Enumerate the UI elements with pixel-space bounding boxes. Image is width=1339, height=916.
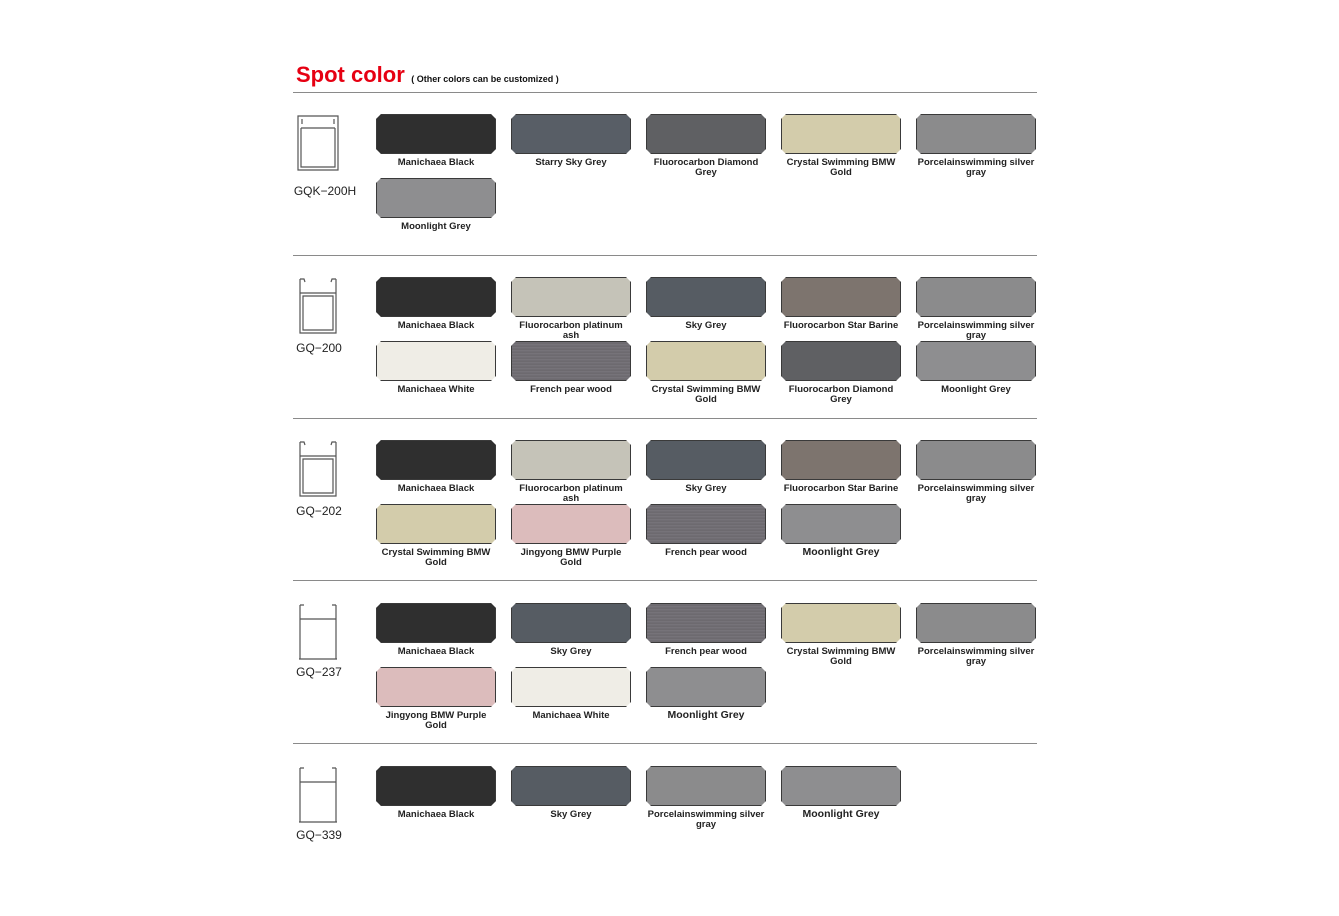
color-chip — [511, 114, 631, 154]
color-chip — [376, 114, 496, 154]
title-main: Spot color — [296, 62, 405, 87]
color-label: Porcelainswimming silver gray — [917, 157, 1035, 178]
color-chip — [781, 341, 901, 381]
color-chip — [781, 766, 901, 806]
color-chip — [376, 341, 496, 381]
color-chip — [511, 277, 631, 317]
color-chip — [376, 440, 496, 480]
color-label: Porcelainswimming silver gray — [917, 646, 1035, 667]
color-chip — [376, 766, 496, 806]
color-swatch — [511, 667, 631, 721]
color-label: Crystal Swimming BMW Gold — [786, 157, 896, 178]
profile-drawing-icon — [296, 114, 340, 172]
model-number: GQ−200 — [296, 341, 342, 355]
profile-drawing-icon — [296, 766, 340, 824]
color-label: Moonlight Grey — [941, 384, 1011, 395]
color-chip — [646, 603, 766, 643]
color-label: Moonlight Grey — [667, 709, 745, 721]
color-chip — [376, 277, 496, 317]
color-label: Sky Grey — [685, 483, 727, 494]
color-chip — [646, 114, 766, 154]
color-swatch — [916, 603, 1036, 666]
color-swatch — [511, 114, 631, 168]
color-swatch — [781, 766, 901, 820]
profile-drawing-icon — [296, 603, 340, 661]
color-chip — [646, 341, 766, 381]
model-number: GQ−339 — [296, 828, 342, 842]
color-chip — [646, 440, 766, 480]
color-chip — [781, 440, 901, 480]
color-chip — [511, 667, 631, 707]
color-label: Porcelainswimming silver gray — [917, 320, 1035, 341]
profile-drawing-icon — [296, 277, 340, 335]
color-swatch — [916, 114, 1036, 177]
color-swatch — [781, 440, 901, 494]
color-swatch — [646, 603, 766, 657]
color-chip — [781, 114, 901, 154]
color-label: Manichaea White — [397, 384, 475, 395]
product-section — [280, 603, 1040, 753]
color-swatch — [376, 766, 496, 820]
color-label: French pear wood — [530, 384, 612, 395]
color-label: Fluorocarbon Diamond Grey — [788, 384, 894, 405]
title-subtitle: ( Other colors can be customized ) — [411, 74, 559, 84]
color-chip — [646, 667, 766, 707]
color-swatch — [781, 504, 901, 558]
color-swatch — [376, 114, 496, 168]
color-swatch — [916, 440, 1036, 503]
color-swatch — [511, 277, 631, 340]
color-chip — [781, 504, 901, 544]
color-chip — [646, 277, 766, 317]
color-chip — [376, 667, 496, 707]
color-swatch — [916, 277, 1036, 340]
color-label: Moonlight Grey — [802, 546, 880, 558]
color-swatch — [781, 277, 901, 331]
color-label: Crystal Swimming BMW Gold — [381, 547, 491, 568]
color-label: Manichaea Black — [397, 157, 475, 168]
color-swatch — [511, 504, 631, 567]
color-label: Sky Grey — [550, 646, 592, 657]
color-chip — [376, 504, 496, 544]
color-label: Moonlight Grey — [401, 221, 471, 232]
color-swatch — [376, 440, 496, 494]
color-label: Porcelainswimming silver gray — [647, 809, 765, 830]
color-label: Manichaea Black — [397, 809, 475, 820]
color-swatch — [781, 603, 901, 666]
color-label: Starry Sky Grey — [535, 157, 607, 168]
color-chip — [511, 341, 631, 381]
color-label: Jingyong BMW Purple Gold — [385, 710, 487, 731]
color-label: Fluorocarbon platinum ash — [519, 320, 623, 341]
color-label: Fluorocarbon Diamond Grey — [653, 157, 759, 178]
color-label: Crystal Swimming BMW Gold — [786, 646, 896, 667]
color-chip — [511, 603, 631, 643]
model-number: GQK−200H — [293, 184, 357, 198]
color-swatch — [376, 277, 496, 331]
color-swatch — [511, 603, 631, 657]
color-chip — [781, 277, 901, 317]
color-label: Crystal Swimming BMW Gold — [651, 384, 761, 405]
color-swatch — [511, 766, 631, 820]
color-swatch — [376, 603, 496, 657]
color-chip — [916, 114, 1036, 154]
product-section — [280, 277, 1040, 427]
color-label: Fluorocarbon platinum ash — [519, 483, 623, 504]
model-number: GQ−237 — [296, 665, 342, 679]
color-chip — [916, 603, 1036, 643]
color-swatch — [376, 504, 496, 567]
color-label: Sky Grey — [685, 320, 727, 331]
color-swatch — [646, 277, 766, 331]
color-swatch — [376, 341, 496, 395]
product-section — [280, 114, 1040, 264]
color-label: Jingyong BMW Purple Gold — [520, 547, 622, 568]
page-title — [296, 62, 559, 88]
color-swatch — [376, 667, 496, 730]
model-number: GQ−202 — [296, 504, 342, 518]
color-swatch — [511, 341, 631, 395]
color-label: Manichaea White — [532, 710, 610, 721]
color-swatch — [511, 440, 631, 503]
color-chip — [781, 603, 901, 643]
color-swatch — [646, 341, 766, 404]
color-swatch — [376, 178, 496, 232]
color-chip — [376, 178, 496, 218]
color-swatch — [646, 766, 766, 829]
product-section — [280, 766, 1040, 916]
color-label: French pear wood — [665, 547, 747, 558]
color-swatch — [781, 114, 901, 177]
color-chip — [646, 504, 766, 544]
color-label: French pear wood — [665, 646, 747, 657]
color-label: Moonlight Grey — [802, 808, 880, 820]
color-chip — [916, 440, 1036, 480]
color-label: Manichaea Black — [397, 646, 475, 657]
color-label: Manichaea Black — [397, 320, 475, 331]
color-swatch — [646, 440, 766, 494]
color-chip — [646, 766, 766, 806]
color-label: Porcelainswimming silver gray — [917, 483, 1035, 504]
profile-drawing-icon — [296, 440, 340, 498]
color-chip — [511, 440, 631, 480]
color-label: Fluorocarbon Star Barine — [783, 320, 899, 331]
color-swatch — [646, 667, 766, 721]
color-label: Manichaea Black — [397, 483, 475, 494]
color-chip — [916, 277, 1036, 317]
color-chip — [376, 603, 496, 643]
color-label: Sky Grey — [550, 809, 592, 820]
color-swatch — [646, 504, 766, 558]
color-chip — [511, 766, 631, 806]
product-section — [280, 440, 1040, 590]
color-swatch — [916, 341, 1036, 395]
color-chip — [511, 504, 631, 544]
divider — [293, 92, 1037, 93]
color-swatch — [646, 114, 766, 177]
color-swatch — [781, 341, 901, 404]
color-chip — [916, 341, 1036, 381]
color-label: Fluorocarbon Star Barine — [783, 483, 899, 494]
